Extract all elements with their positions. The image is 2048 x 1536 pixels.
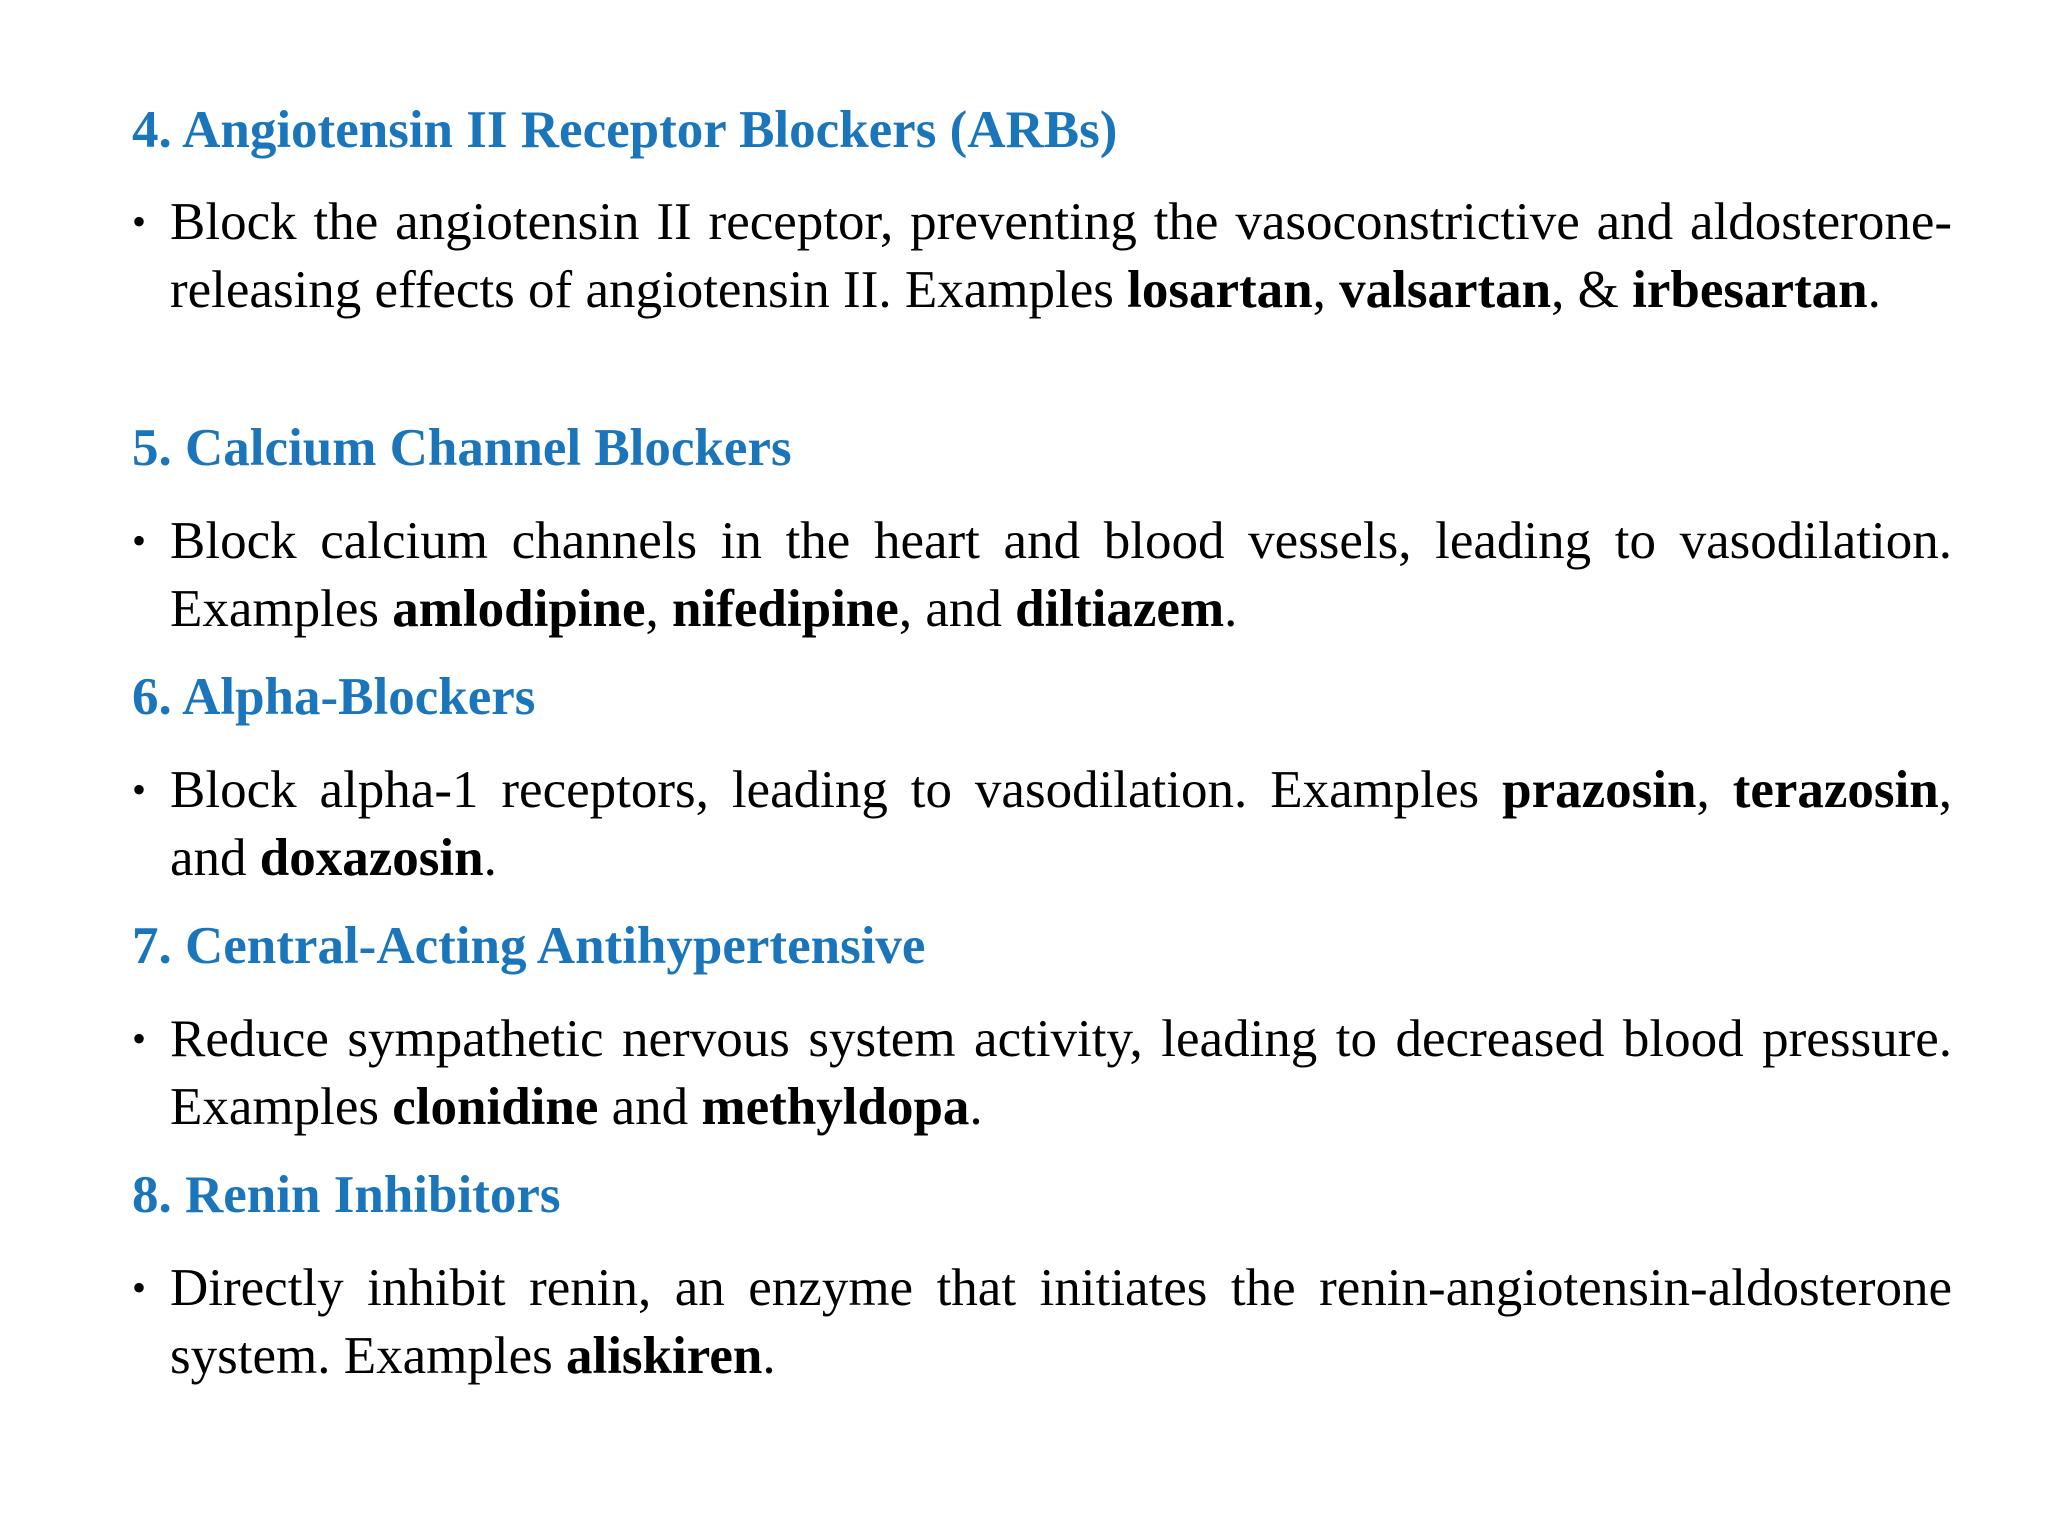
section-heading-arbs: 4. Angiotensin II Receptor Blockers (ARBs): [132, 101, 1118, 159]
drug-name: irbesartan: [1632, 261, 1868, 319]
bullet-icon: •: [132, 1265, 147, 1310]
bullet-item-central-acting: [132, 1005, 1952, 1141]
drug-name: aliskiren: [565, 1327, 763, 1385]
bullet-text-renin-inhibitors: Directly inhibit renin, an enzyme that initiates the renin-angiotensin-aldosterone system. Examples aliskiren.: [170, 1259, 1952, 1385]
drug-name: clonidine: [392, 1078, 599, 1136]
drug-name: valsartan: [1339, 261, 1552, 319]
drug-name: doxazosin: [259, 829, 484, 887]
bullet-icon: •: [132, 518, 147, 563]
bullet-item-calcium-channel-blockers: [132, 507, 1952, 643]
section-heading-calcium-channel-blockers: 5. Calcium Channel Blockers: [132, 419, 792, 477]
bullet-text-alpha-blockers: Block alpha-1 receptors, leading to vasodilation. Examples prazosin, terazosin, and doxazosin.: [170, 761, 1953, 887]
bullet-item-arbs: [132, 188, 1952, 324]
bullet-item-alpha-blockers: [132, 756, 1952, 892]
drug-name: methyldopa: [701, 1078, 970, 1136]
bullet-text-calcium-channel-blockers: Block calcium channels in the heart and blood vessels, leading to vasodilation. Examples amlodipine, nifedipine, and diltiazem.: [170, 512, 1952, 638]
bullet-text-central-acting: Reduce sympathetic nervous system activity, leading to decreased blood pressure. Examples clonidine and methyldopa.: [170, 1010, 1952, 1136]
bullet-icon: •: [132, 199, 147, 244]
drug-name: diltiazem: [1015, 580, 1225, 638]
bullet-icon: •: [132, 767, 147, 812]
section-heading-alpha-blockers: 6. Alpha-Blockers: [132, 668, 536, 726]
section-heading-central-acting: 7. Central-Acting Antihypertensive: [132, 917, 926, 975]
bullet-icon: •: [132, 1016, 147, 1061]
drug-name: nifedipine: [672, 580, 899, 638]
drug-name: terazosin: [1732, 761, 1939, 819]
bullet-text-arbs: Block the angiotensin II receptor, preventing the vasoconstrictive and aldosterone-releasing effects of angiotensin II. Examples losartan, valsartan, & irbesartan.: [170, 193, 1952, 319]
drug-name: amlodipine: [392, 580, 646, 638]
drug-name: losartan: [1127, 261, 1313, 319]
section-heading-renin-inhibitors: 8. Renin Inhibitors: [132, 1166, 561, 1224]
drug-name: prazosin: [1502, 761, 1697, 819]
bullet-item-renin-inhibitors: [132, 1254, 1952, 1390]
